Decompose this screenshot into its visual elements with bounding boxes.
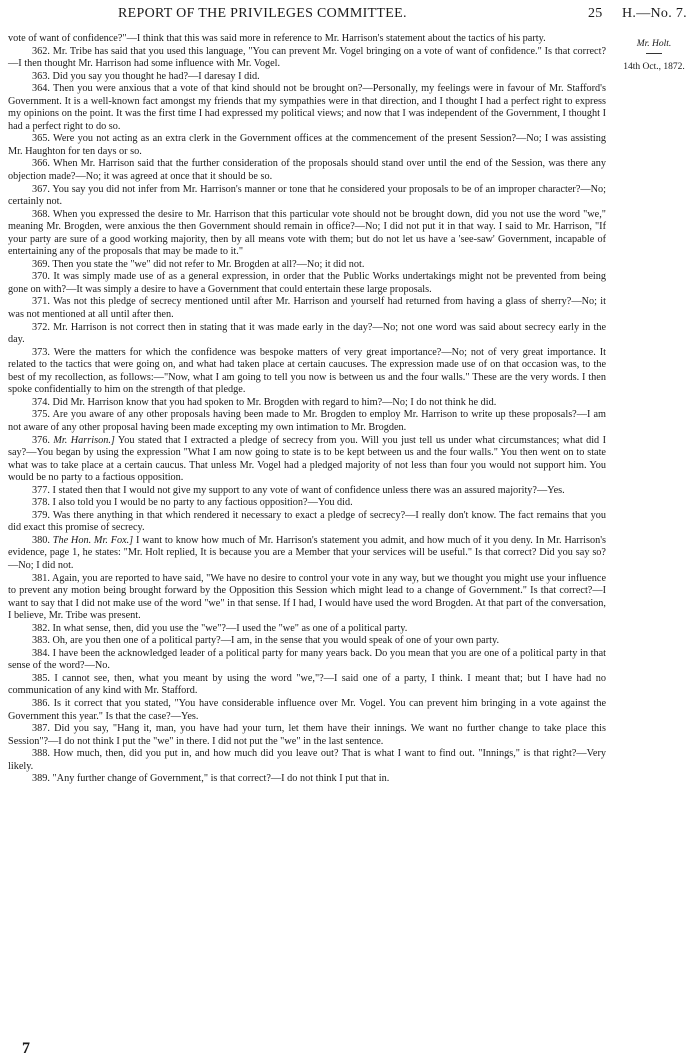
question-text: Were the matters for which the confidence was bespoke matters of very great importance?—No; not of very great importance. It related to the tactics that were going on, and what had taken place at certain caucuses. The expression made use of on that occasion was, to the best of my recollection, as follows:—"Now, what I am going to tell you now is between us and the four walls." These are the very words. I then spoke confidentially to him on the strength of that pledge.: [8, 346, 606, 396]
question-text: Mr. Harrison is not correct then in stating that it was made early in the day?—No; not one word was said about secrecy early in the day.: [8, 321, 606, 346]
question-text: It was simply made use of as a general expression, in order that the Public Works undertakings might not be prevented from being gone on with?—It was simply a desire to have a Government that could entertain these large proposals.: [8, 271, 607, 295]
question-number: 367.: [32, 183, 50, 195]
evidence-question: [8, 648, 606, 673]
evidence-question: [8, 259, 606, 272]
margin-rule: [646, 53, 662, 54]
question-text: I cannot see, then, what you meant by using the word "we,"?—I said one of a party, I think. I meant that; but I have had no communication of any kind with Mr. Stafford.: [8, 672, 607, 697]
evidence-question: [8, 723, 606, 748]
question-number: 385.: [32, 672, 50, 684]
evidence-question: [8, 158, 606, 183]
question-text: When Mr. Harrison said that the further consideration of the proposals should stand over until the end of the Session, was there any objection made?—No; it was agreed at once that it should be so.: [8, 158, 606, 183]
question-number: 371.: [32, 296, 50, 308]
question-text: Were you not acting as an extra clerk in the Government offices at the commencement of the present Session?—No; I was assisting Mr. Haughton for ten days or so.: [8, 133, 606, 157]
margin-note: [612, 38, 696, 73]
question-text: I want to know how much of Mr. Harrison's statement you admit, and how much of it you deny. In Mr. Harrison's evidence, page 1, he states: "Mr. Holt replied, It is because you are a Member that your services will be useful." Is that correct? Did you say so?—No; I did not.: [8, 534, 607, 571]
question-number: 380.: [32, 534, 50, 546]
question-text: Then you state the "we" did not refer to Mr. Brogden at all?—No; it did not.: [52, 258, 365, 270]
question-text: Mr. Tribe has said that you used this language, "You can prevent Mr. Vogel bringing on a vote of want of confidence." Is that correct?—I then thought Mr. Harrison had some influence with Mr. Vogel.: [8, 45, 606, 70]
evidence-body: [8, 33, 606, 786]
question-text: Again, you are reported to have said, "We have no desire to control your vote in any way, but we thought you might use your influence to prevent any motion being brought forward by the Opposition this Session which might lead to a change of Government." Is that correct?—I want to say that I did not make use of the word "we" in that sense. If I had, I would have used the word Brogden. At that part of the conversation, I believe, Mr. Tribe was present.: [8, 572, 606, 622]
question-number: 365.: [32, 133, 50, 145]
evidence-question: [8, 485, 606, 498]
question-number: 370.: [32, 271, 50, 283]
question-number: 379.: [32, 509, 50, 521]
question-number: 383.: [32, 635, 50, 647]
question-text: Was there anything in that which rendered it necessary to exact a pledge of secrecy?—I really don't know. The fact remains that you did exact this promise of secrecy.: [8, 509, 606, 534]
evidence-question: [8, 673, 606, 698]
evidence-date: 14th Oct., 1872.: [623, 62, 685, 72]
report-title: REPORT OF THE PRIVILEGES COMMITTEE.: [118, 6, 407, 21]
question-number: 384.: [32, 647, 50, 659]
question-number: 386.: [32, 697, 50, 709]
question-text: "Any further change of Government," is that correct?—I do not think I put that in.: [52, 773, 390, 785]
question-text: Did you say you thought he had?—I daresay I did.: [52, 70, 260, 82]
evidence-question: [8, 397, 606, 410]
evidence-question: [8, 184, 606, 209]
question-text: I have been the acknowledged leader of a political party for many years back. Do you mean that you are one of a political party in that sense of the word?—No.: [8, 647, 606, 672]
question-number: 382.: [32, 622, 50, 634]
question-number: 376.: [32, 434, 50, 446]
question-number: 362.: [32, 45, 50, 57]
evidence-question: [8, 635, 606, 648]
question-number: 389.: [32, 773, 50, 785]
question-text: You stated that I extracted a pledge of secrecy from you. Will you just tell us under what circumstances; what did I say?—You began by using the expression "What I am now going to state is to be kept between us and the four walls." You then went on to state what was to take place at a certain caucus. That unless Mr. Vogel had a pledged majority of not less than four you would not support him. You would be no party to a factious opposition.: [8, 434, 606, 484]
question-number: 374.: [32, 396, 50, 408]
question-text: Is it correct that you stated, "You have considerable influence over Mr. Vogel. You can prevent him bringing in a vote against the Government this year." Is that the case?—Yes.: [8, 697, 606, 722]
question-text: You say you did not infer from Mr. Harrison's manner or tone that he considered your proposals to be of an improper character?—No; certainly not.: [8, 183, 607, 208]
question-number: 388.: [32, 748, 50, 760]
evidence-question: [8, 46, 606, 71]
question-number: 372.: [32, 321, 50, 333]
question-number: 368.: [32, 208, 50, 220]
speaker-label: The Hon. Mr. Fox.]: [52, 534, 134, 546]
evidence-question: [8, 535, 606, 573]
evidence-question: [8, 322, 606, 347]
question-number: 373.: [32, 346, 50, 358]
page-number: 25: [588, 6, 603, 21]
evidence-question: [8, 409, 606, 434]
question-number: 381.: [32, 572, 50, 584]
question-number: 377.: [32, 484, 50, 496]
question-number: 375.: [32, 409, 50, 421]
evidence-question: [8, 510, 606, 535]
question-number: 364.: [32, 83, 50, 95]
evidence-question: [8, 773, 606, 786]
evidence-question: [8, 296, 606, 321]
evidence-question: [8, 83, 606, 133]
question-text: Was not this pledge of secrecy mentioned until after Mr. Harrison and yourself had returned from having a glass of sherry?—No; it was not mentioned at all until after then.: [8, 296, 606, 321]
question-text: How much, then, did you put in, and how much did you leave out? That is what I want to find out. "Innings," is that right?—Very likely.: [8, 748, 606, 772]
question-number: 363.: [32, 70, 50, 82]
evidence-question: [8, 623, 606, 636]
evidence-question: [8, 209, 606, 259]
question-number: 369.: [32, 258, 50, 270]
question-text: I also told you I would be no party to any factious opposition?—You did.: [52, 497, 353, 509]
evidence-question: [8, 573, 606, 623]
evidence-question: [8, 347, 606, 397]
question-number: 366.: [32, 158, 50, 170]
evidence-question: [8, 435, 606, 485]
question-number: 387.: [32, 723, 50, 735]
question-text: Oh, are you then one of a political party?—I am, in the sense that you would speak of one of your own party.: [52, 635, 500, 647]
evidence-question: [8, 71, 606, 84]
document-reference: H.—No. 7.: [622, 6, 687, 21]
question-text: In what sense, then, did you use the "we"?—I used the "we" as one of a political party.: [52, 622, 408, 634]
question-text: When you expressed the desire to Mr. Harrison that this particular vote should not be brought down, did you not use the word "we," meaning Mr. Brogden, were anxious the then Government should remain in office?—No; I did not put it in that way. I said to Mr. Harrison, "If your party are sure of a good working majority, then by all means vote with them; but do not let us have a 'see-saw' Government, incapable of entertaining any of the proposals that may be made to it.": [8, 208, 606, 258]
evidence-question: [8, 133, 606, 158]
question-text: vote of want of confidence?"—I think that this was said more in reference to Mr. Harrison's statement about the tactics of his party.: [8, 33, 546, 44]
question-text: Then you were anxious that a vote of that kind should not be brought on?—Personally, my feelings were in favour of Mr. Stafford's Government. It is a well-known fact amongst my friends that my sympathies were in that direction, and I thought I had a perfect right to express my opinions on the point. It was the first time I had expressed my political views; and now that I was independent of the Government, I thought I had a perfect right to do so.: [8, 83, 606, 132]
question-text: I stated then that I would not give my support to any vote of want of confidence unless there was an assured majority?—Yes.: [52, 484, 565, 496]
running-header: [0, 6, 700, 26]
question-number: 378.: [32, 497, 50, 509]
evidence-question: [8, 271, 606, 296]
evidence-question: [8, 748, 606, 773]
printer-signature-mark: 7: [22, 1040, 30, 1057]
witness-name: Mr. Holt.: [636, 39, 672, 49]
speaker-label: Mr. Harrison.]: [53, 434, 115, 446]
evidence-question: [8, 497, 606, 510]
question-text: Are you aware of any other proposals having been made to Mr. Brogden to employ Mr. Harrison to write up these proposals?—I am not aware of any other proposal having been made excepting my own intimation to Mr. Brogden.: [8, 409, 607, 433]
evidence-question: [8, 698, 606, 723]
evidence-continuation: [8, 33, 606, 46]
question-text: Did you say, "Hang it, man, you have had your turn, let them have their innings. We want no further change to take place this Session"?—I do not think I put the "we" in there. I did not put the "we" in the last sentence.: [8, 723, 607, 747]
question-text: Did Mr. Harrison know that you had spoken to Mr. Brogden with regard to him?—No; I do not think he did.: [52, 396, 497, 408]
